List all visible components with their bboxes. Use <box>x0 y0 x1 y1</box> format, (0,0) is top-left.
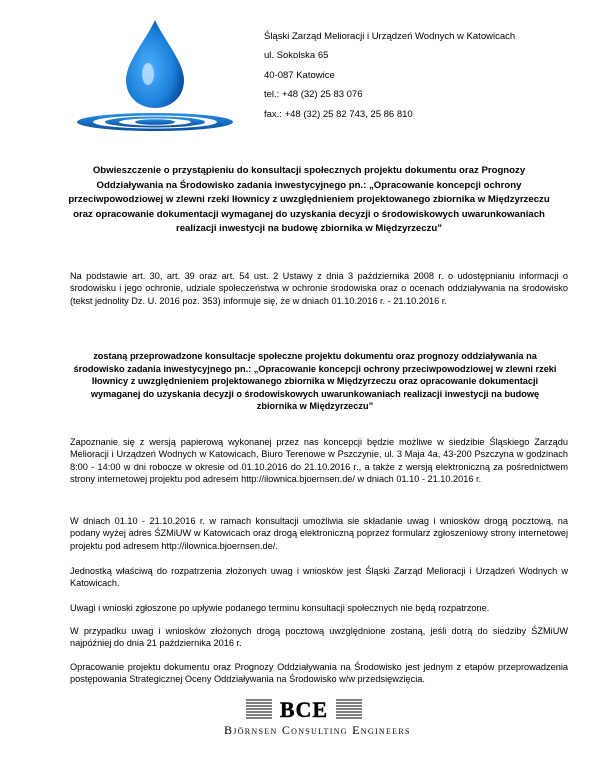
intro-paragraph: Na podstawie art. 30, art. 39 oraz art. 54 ust. 2 Ustawy z dnia 3 października 2008 r. o udostępnianiu informacji o środowisku i jego ochronie, udziale społeczeństwa w ochronie środowiska oraz o ocenach oddziaływania na środowisko (tekst jednolity Dz. U. 2016 poz. 353) informuje się, że w dniach 01.10.2016 r. - 21.10.2016 r. <box>70 271 568 306</box>
contact-header <box>264 30 515 127</box>
company-name: Björnsen Consulting Engineers <box>224 723 411 737</box>
announcement-title: Obwieszczenie o przystąpieniu do konsultacji społecznych projektu dokumentu oraz Prognozy Oddziaływania na Środowisko zadania inwestycyjnego pn.: „Opracowanie koncepcji ochrony przeciwpowodziowej w zlewni rzeki Iłownicy z uwzględnieniem projektowanego zbiornika w Międzyrzeczu oraz opracowanie dokumentacji wymaganej do uzyskania decyzji o środowiskowych uwarunkowaniach realizacji inwestycji na budowę zbiornika w Międzyrzeczu” <box>68 165 550 235</box>
fax-number: fax.: +48 (32) 25 82 743, 25 86 810 <box>264 108 413 120</box>
drop-icon <box>126 20 184 108</box>
organization-name: Śląski Zarząd Melioracji i Urządzeń Wodnych w Katowicach <box>264 31 516 42</box>
paragraph-procedure: Opracowanie projektu dokumentu oraz Prognozy Oddziaływania na Środowisko jest jednym z etapów przeprowadzenia postępowania Strategicznej Oceny Oddziaływania na Środowisko w/w przedsięwzięcia. <box>70 662 568 685</box>
paragraph-deadline: Uwagi i wnioski zgłoszone po upływie podanego terminu konsultacji społecznych nie będą rozpatrzone. <box>70 603 490 613</box>
paragraph-submission: W dniach 01.10 - 21.10.2016 r. w ramach konsultacji umożliwia sie składanie uwag i wniosków drogą pocztową, na podany wyżej adres ŚZMiUW w Katowicach oraz drogą elektroniczną poprzez formularz zgłoszeniowy strony internetowej projektu pod adresem http://ilownica.bjoernsen.de/. <box>70 516 568 551</box>
paragraph-access: Zapoznanie się z wersją papierową wykonanej przez nas koncepcji będzie możliwe w siedzibie Śląskiego Zarządu Melioracji i Urządzeń Wodnych w Katowicach, Biuro Terenowe w Pszczynie, ul. 3 Maja 4a, 43-200 Pszczyna w godzinach 8:00 - 14:00 w dni robocze w okresie od 01.10.2016 do 21.10.2016 r., a także z wersją elektroniczną za pośrednictwem strony internetowej projektu pod adresem http://ilownica.bjoernsen.de/ w dniach 01.10 - 21.10.2016 r. <box>70 437 568 485</box>
bce-monogram: BCE <box>279 697 329 721</box>
consultation-subtitle: zostaną przeprowadzone konsultacje społeczne projektu dokumentu oraz prognozy oddziaływania na środowisko zadania inwestycyjnego pn.: „Opracowanie koncepcji ochrony przeciwpowodziowej w zlewni rzeki Iłownicy z uwzględnieniem projektowanego zbiornika w Międzyrzeczu oraz opracowanie dokumentacji wymaganej do uzyskania decyzji o środowiskowych uwarunkowaniach realizacji inwestycji na budowę zbiornika w Międzyrzeczu” <box>73 351 557 412</box>
ripple-inner-icon <box>135 119 175 125</box>
bce-logo <box>246 697 362 721</box>
drop-highlight <box>142 63 154 85</box>
city-address: 40-087 Katowice <box>264 69 335 81</box>
paragraph-postal: W przypadku uwag i wniosków złożonych drogą pocztową uwzględnione zostaną, jeśli dotrą do siedziby ŚZMiUW najpóźniej do dnia 21 października 2016 r. <box>70 626 568 649</box>
water-drop-logo <box>60 14 250 144</box>
phone-number: tel.: +48 (32) 25 83 076 <box>264 89 363 101</box>
street-address: ul. Sokolska 65 <box>264 50 329 62</box>
paragraph-authority: Jednostką właściwą do rozpatrzenia złożonych uwag i wniosków jest Śląski Zarząd Melioracji i Urządzeń Wodnych w Katowicach. <box>70 566 568 589</box>
